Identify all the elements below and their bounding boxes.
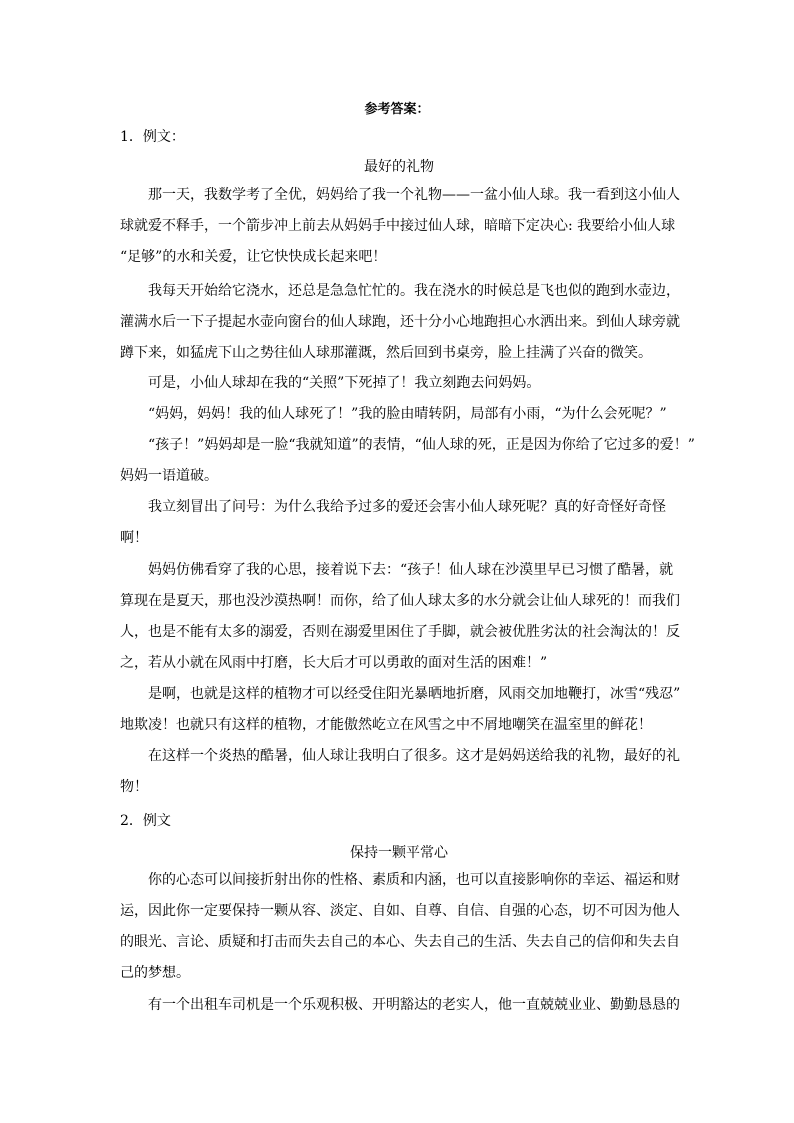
- text-line: 算现在是夏天，那也没沙漠热啊！而你，给了仙人球太多的水分就会让仙人球死的！而我们: [120, 593, 680, 609]
- essay-1-title: 最好的礼物: [364, 159, 434, 175]
- text-line: 有一个出租车司机是一个乐观积极、开明豁达的老实人，他一直兢兢业业、勤勤恳恳的: [148, 997, 680, 1013]
- answer-heading: 参考答案：: [364, 102, 430, 117]
- essay-1-paragraph: [120, 430, 695, 492]
- text-line: 球就爱不释手，一个箭步冲上前去从妈妈手中接过仙人球，暗暗下定决心: 我要给小仙人球: [120, 218, 676, 234]
- text-line: 妈妈一语道破。: [120, 468, 218, 484]
- text-line: 蹲下来，如猛虎下山之势往仙人球那灌溉，然后回到书桌旁，脸上挂满了兴奋的微笑。: [120, 345, 652, 361]
- text-line: 的眼光、言论、质疑和打击而失去自己的本心、失去自己的生活、失去自己的信仰和失去自: [120, 934, 680, 950]
- text-line: 妈妈仿佛看穿了我的心思，接着说下去：“孩子！仙人球在沙漠里早已习惯了酷暑，就: [148, 562, 674, 578]
- text-line: 那一天，我数学考了全优，妈妈给了我一个礼物——一盆小仙人球。我一看到这小仙人: [148, 187, 680, 203]
- essay-1-paragraph: [120, 492, 678, 554]
- text-line: “孩子！”妈妈却是一脸“我就知道”的表情，“仙人球的死，正是因为你给了它过多的爱！”: [148, 437, 695, 453]
- text-line: 己的梦想。: [120, 965, 190, 981]
- text-line: 是啊，也就是这样的植物才可以经受住阳光暴晒地折磨，风雨交加地鞭打，冰雪“残忍”: [148, 686, 681, 702]
- text-line: 之，若从小就在风雨中打磨，长大后才可以勇敢的面对生活的困难！”: [120, 655, 548, 671]
- text-line: 运，因此你一定要保持一颗从容、淡定、自如、自尊、自信、自强的心态，切不可因为他人: [120, 903, 680, 919]
- text-line: 地欺凌！也就只有这样的植物，才能傲然屹立在风雪之中不屑地嘲笑在温室里的鲜花！: [120, 717, 652, 733]
- text-line: 我每天开始给它浇水，还总是急急忙忙的。我在浇水的时候总是飞也似的跑到水壶边，: [148, 283, 680, 299]
- essay-1-paragraph: [120, 679, 681, 741]
- text-line: 人，也是不能有太多的溺爱，否则在溺爱里困住了手脚，就会被优胜劣汰的社会淘汰的！反: [120, 624, 680, 640]
- item-2-label: 2．例文: [120, 813, 171, 829]
- essay-2-title: 保持一颗平常心: [350, 845, 448, 861]
- essay-2-paragraph: [120, 990, 678, 1021]
- essay-1-paragraph: [120, 180, 678, 273]
- text-line: “妈妈，妈妈！我的仙人球死了！”我的脸由晴转阴，局部有小雨，“为什么会死呢？”: [148, 406, 667, 422]
- essay-1-paragraph: [120, 741, 678, 803]
- text-line: 灌满水后一下子提起水壶向窗台的仙人球跑，还十分小心地跑担心水洒出来。到仙人球旁就: [120, 314, 680, 330]
- text-line: 啊！: [120, 530, 148, 546]
- essay-2-paragraph: [120, 865, 678, 989]
- text-line: 可是，小仙人球却在我的“关照”下死掉了！我立刻跑去问妈妈。: [148, 375, 541, 391]
- text-line: 我立刻冒出了问号：为什么我给予过多的爱还会害小仙人球死呢？真的好奇怪好奇怪: [148, 499, 666, 515]
- essay-1-paragraph: [120, 555, 678, 679]
- text-line: 你的心态可以间接折射出你的性格、素质和内涵，也可以直接影响你的幸运、福运和财: [148, 872, 680, 888]
- text-line: “足够”的水和关爱，让它快快成长起来吧！: [120, 249, 387, 265]
- essay-1-paragraph: [120, 368, 678, 399]
- essay-1-paragraph: [120, 276, 678, 369]
- text-line: 在这样一个炎热的酷暑，仙人球让我明白了很多。这才是妈妈送给我的礼物，最好的礼: [148, 748, 680, 764]
- text-line: 物！: [120, 779, 148, 795]
- item-1-label: 1．例文：: [120, 129, 185, 145]
- essay-1-paragraph: [120, 399, 678, 430]
